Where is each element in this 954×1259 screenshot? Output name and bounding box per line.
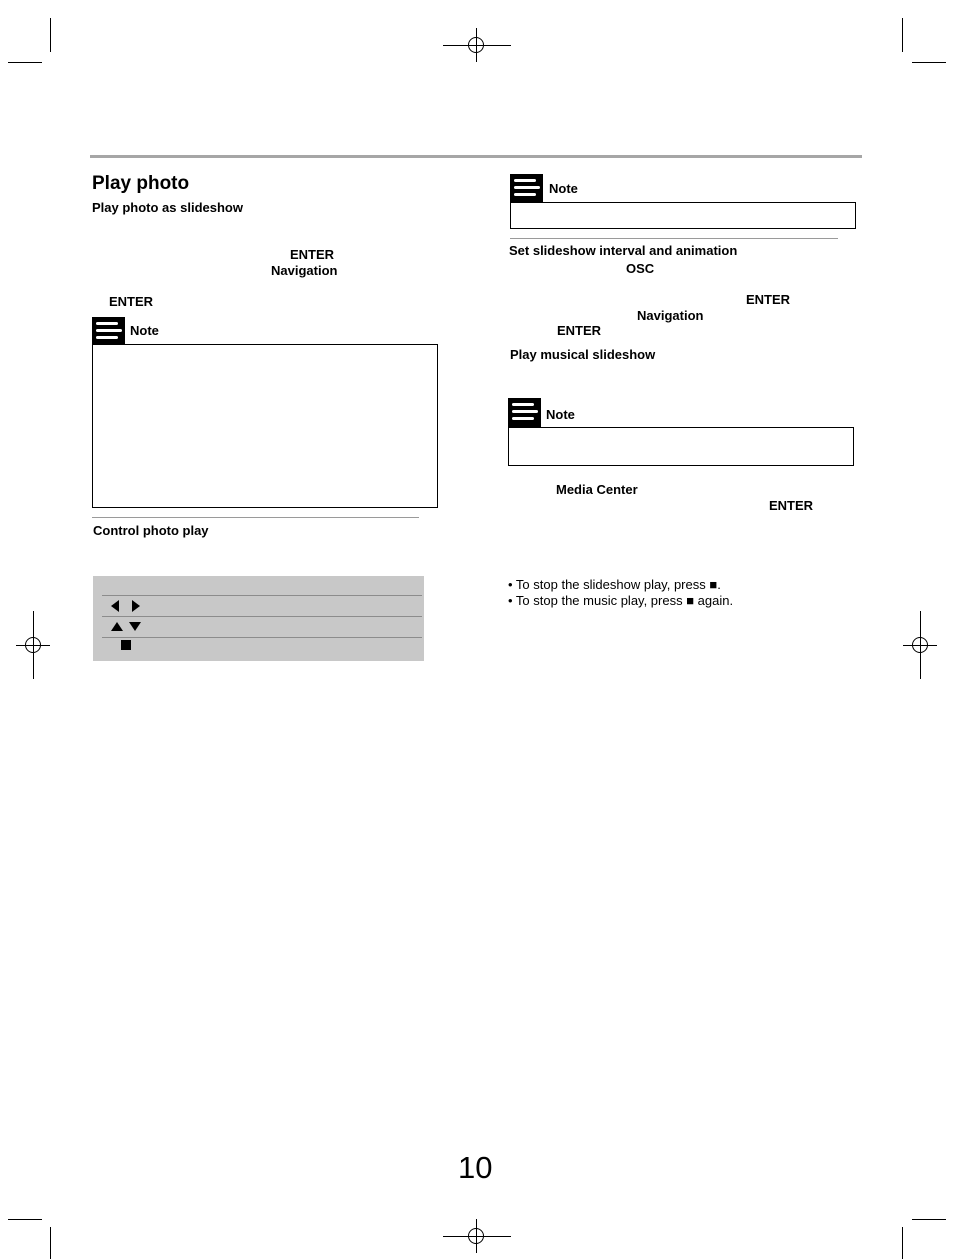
- media-center-label: Media Center: [556, 482, 638, 497]
- stop-icon: [121, 640, 131, 650]
- control-table: [93, 576, 424, 661]
- navigation-label: Navigation: [637, 308, 704, 323]
- page-title: Play photo: [92, 173, 190, 194]
- section-rule: [510, 238, 838, 239]
- musical-heading: Play musical slideshow: [510, 347, 656, 362]
- navigation-label: Navigation: [271, 263, 338, 278]
- osc-label: OSC: [626, 261, 655, 276]
- stop-slideshow-text: • To stop the slideshow play, press ■.: [508, 577, 721, 592]
- enter-key-label: ENTER: [746, 292, 791, 307]
- section-rule: [92, 517, 419, 518]
- note-box: [92, 344, 438, 508]
- stop-music-text: • To stop the music play, press ■ again.: [508, 593, 734, 608]
- control-heading: Control photo play: [93, 523, 209, 538]
- page-number: 10: [458, 1150, 493, 1185]
- header-rule: [90, 155, 862, 158]
- up-arrow-icon: [111, 622, 123, 631]
- slideshow-heading: Play photo as slideshow: [92, 200, 243, 215]
- left-arrow-icon: [111, 600, 119, 612]
- down-arrow-icon: [129, 622, 141, 631]
- enter-key-label: ENTER: [557, 323, 602, 338]
- interval-heading: Set slideshow interval and animation: [509, 243, 738, 258]
- note-label: Note: [549, 181, 578, 196]
- right-arrow-icon: [132, 600, 140, 612]
- enter-key-label: ENTER: [290, 247, 335, 262]
- note-icon: [510, 174, 543, 203]
- note-box: [508, 427, 854, 466]
- note-label: Note: [130, 323, 159, 338]
- note-label: Note: [546, 407, 575, 422]
- enter-key-label: ENTER: [109, 294, 154, 309]
- enter-key-label: ENTER: [769, 498, 814, 513]
- note-box: [510, 202, 856, 229]
- note-icon: [92, 317, 125, 346]
- note-icon: [508, 398, 541, 427]
